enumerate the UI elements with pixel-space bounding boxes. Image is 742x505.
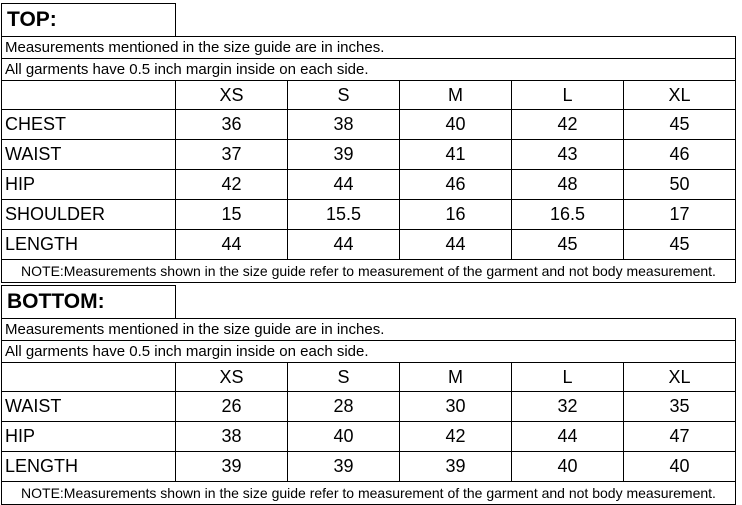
measure-value: 39 xyxy=(288,140,400,170)
table-row xyxy=(2,110,736,140)
measure-value: 39 xyxy=(400,452,512,482)
size-column-header: L xyxy=(512,363,624,392)
measure-value: 35 xyxy=(624,392,736,422)
measure-value: 16 xyxy=(400,200,512,230)
measure-value: 16.5 xyxy=(512,200,624,230)
measure-row-label: SHOULDER xyxy=(2,200,176,230)
measure-value: 47 xyxy=(624,422,736,452)
measure-value: 40 xyxy=(288,422,400,452)
title-row-filler xyxy=(176,4,736,37)
corner-cell xyxy=(2,363,176,392)
measure-value: 26 xyxy=(176,392,288,422)
measure-value: 44 xyxy=(288,170,400,200)
measure-value: 40 xyxy=(512,452,624,482)
measure-value: 43 xyxy=(512,140,624,170)
top-size-table xyxy=(1,3,736,283)
top-header-row xyxy=(2,81,736,110)
margin-note: All garments have 0.5 inch margin inside on each side. xyxy=(2,59,736,81)
top-title-row xyxy=(2,4,736,37)
measure-value: 44 xyxy=(512,422,624,452)
measure-value: 40 xyxy=(400,110,512,140)
top-units-note-row xyxy=(2,37,736,59)
title-row-filler xyxy=(176,286,736,319)
garment-note: NOTE:Measurements shown in the size guide refer to measurement of the garment and not body measurement. xyxy=(2,260,736,283)
measure-value: 36 xyxy=(176,110,288,140)
table-row xyxy=(2,452,736,482)
units-note: Measurements mentioned in the size guide are in inches. xyxy=(2,37,736,59)
measure-row-label: WAIST xyxy=(2,392,176,422)
measure-value: 41 xyxy=(400,140,512,170)
measure-value: 28 xyxy=(288,392,400,422)
measure-row-label: HIP xyxy=(2,170,176,200)
measure-row-label: HIP xyxy=(2,422,176,452)
size-column-header: S xyxy=(288,81,400,110)
bottom-margin-note-row xyxy=(2,341,736,363)
measure-value: 45 xyxy=(624,110,736,140)
corner-cell xyxy=(2,81,176,110)
measure-value: 46 xyxy=(400,170,512,200)
measure-row-label: CHEST xyxy=(2,110,176,140)
size-column-header: XL xyxy=(624,363,736,392)
measure-value: 37 xyxy=(176,140,288,170)
measure-value: 40 xyxy=(624,452,736,482)
size-column-header: M xyxy=(400,81,512,110)
table-row xyxy=(2,392,736,422)
garment-note: NOTE:Measurements shown in the size guide refer to measurement of the garment and not body measurement. xyxy=(2,482,736,505)
units-note: Measurements mentioned in the size guide are in inches. xyxy=(2,319,736,341)
measure-value: 48 xyxy=(512,170,624,200)
size-column-header: L xyxy=(512,81,624,110)
measure-value: 17 xyxy=(624,200,736,230)
section-title-top: TOP: xyxy=(2,4,176,37)
top-note-row xyxy=(2,260,736,283)
measure-value: 44 xyxy=(176,230,288,260)
measure-value: 39 xyxy=(176,452,288,482)
measure-value: 44 xyxy=(400,230,512,260)
size-column-header: M xyxy=(400,363,512,392)
bottom-title-row xyxy=(2,286,736,319)
measure-value: 50 xyxy=(624,170,736,200)
bottom-note-row xyxy=(2,482,736,505)
measure-value: 30 xyxy=(400,392,512,422)
size-column-header: XS xyxy=(176,363,288,392)
table-row xyxy=(2,422,736,452)
measure-value: 45 xyxy=(624,230,736,260)
size-column-header: XL xyxy=(624,81,736,110)
margin-note: All garments have 0.5 inch margin inside on each side. xyxy=(2,341,736,363)
measure-value: 38 xyxy=(288,110,400,140)
bottom-size-table xyxy=(1,285,736,505)
table-row xyxy=(2,170,736,200)
bottom-units-note-row xyxy=(2,319,736,341)
size-column-header: S xyxy=(288,363,400,392)
section-title-bottom: BOTTOM: xyxy=(2,286,176,319)
measure-value: 15.5 xyxy=(288,200,400,230)
measure-value: 15 xyxy=(176,200,288,230)
measure-value: 45 xyxy=(512,230,624,260)
measure-value: 44 xyxy=(288,230,400,260)
measure-value: 38 xyxy=(176,422,288,452)
measure-value: 42 xyxy=(176,170,288,200)
table-row xyxy=(2,200,736,230)
size-column-header: XS xyxy=(176,81,288,110)
bottom-header-row xyxy=(2,363,736,392)
measure-row-label: LENGTH xyxy=(2,452,176,482)
measure-value: 39 xyxy=(288,452,400,482)
measure-row-label: LENGTH xyxy=(2,230,176,260)
table-row xyxy=(2,140,736,170)
measure-value: 42 xyxy=(400,422,512,452)
top-margin-note-row xyxy=(2,59,736,81)
measure-value: 32 xyxy=(512,392,624,422)
measure-value: 42 xyxy=(512,110,624,140)
measure-row-label: WAIST xyxy=(2,140,176,170)
table-row xyxy=(2,230,736,260)
measure-value: 46 xyxy=(624,140,736,170)
